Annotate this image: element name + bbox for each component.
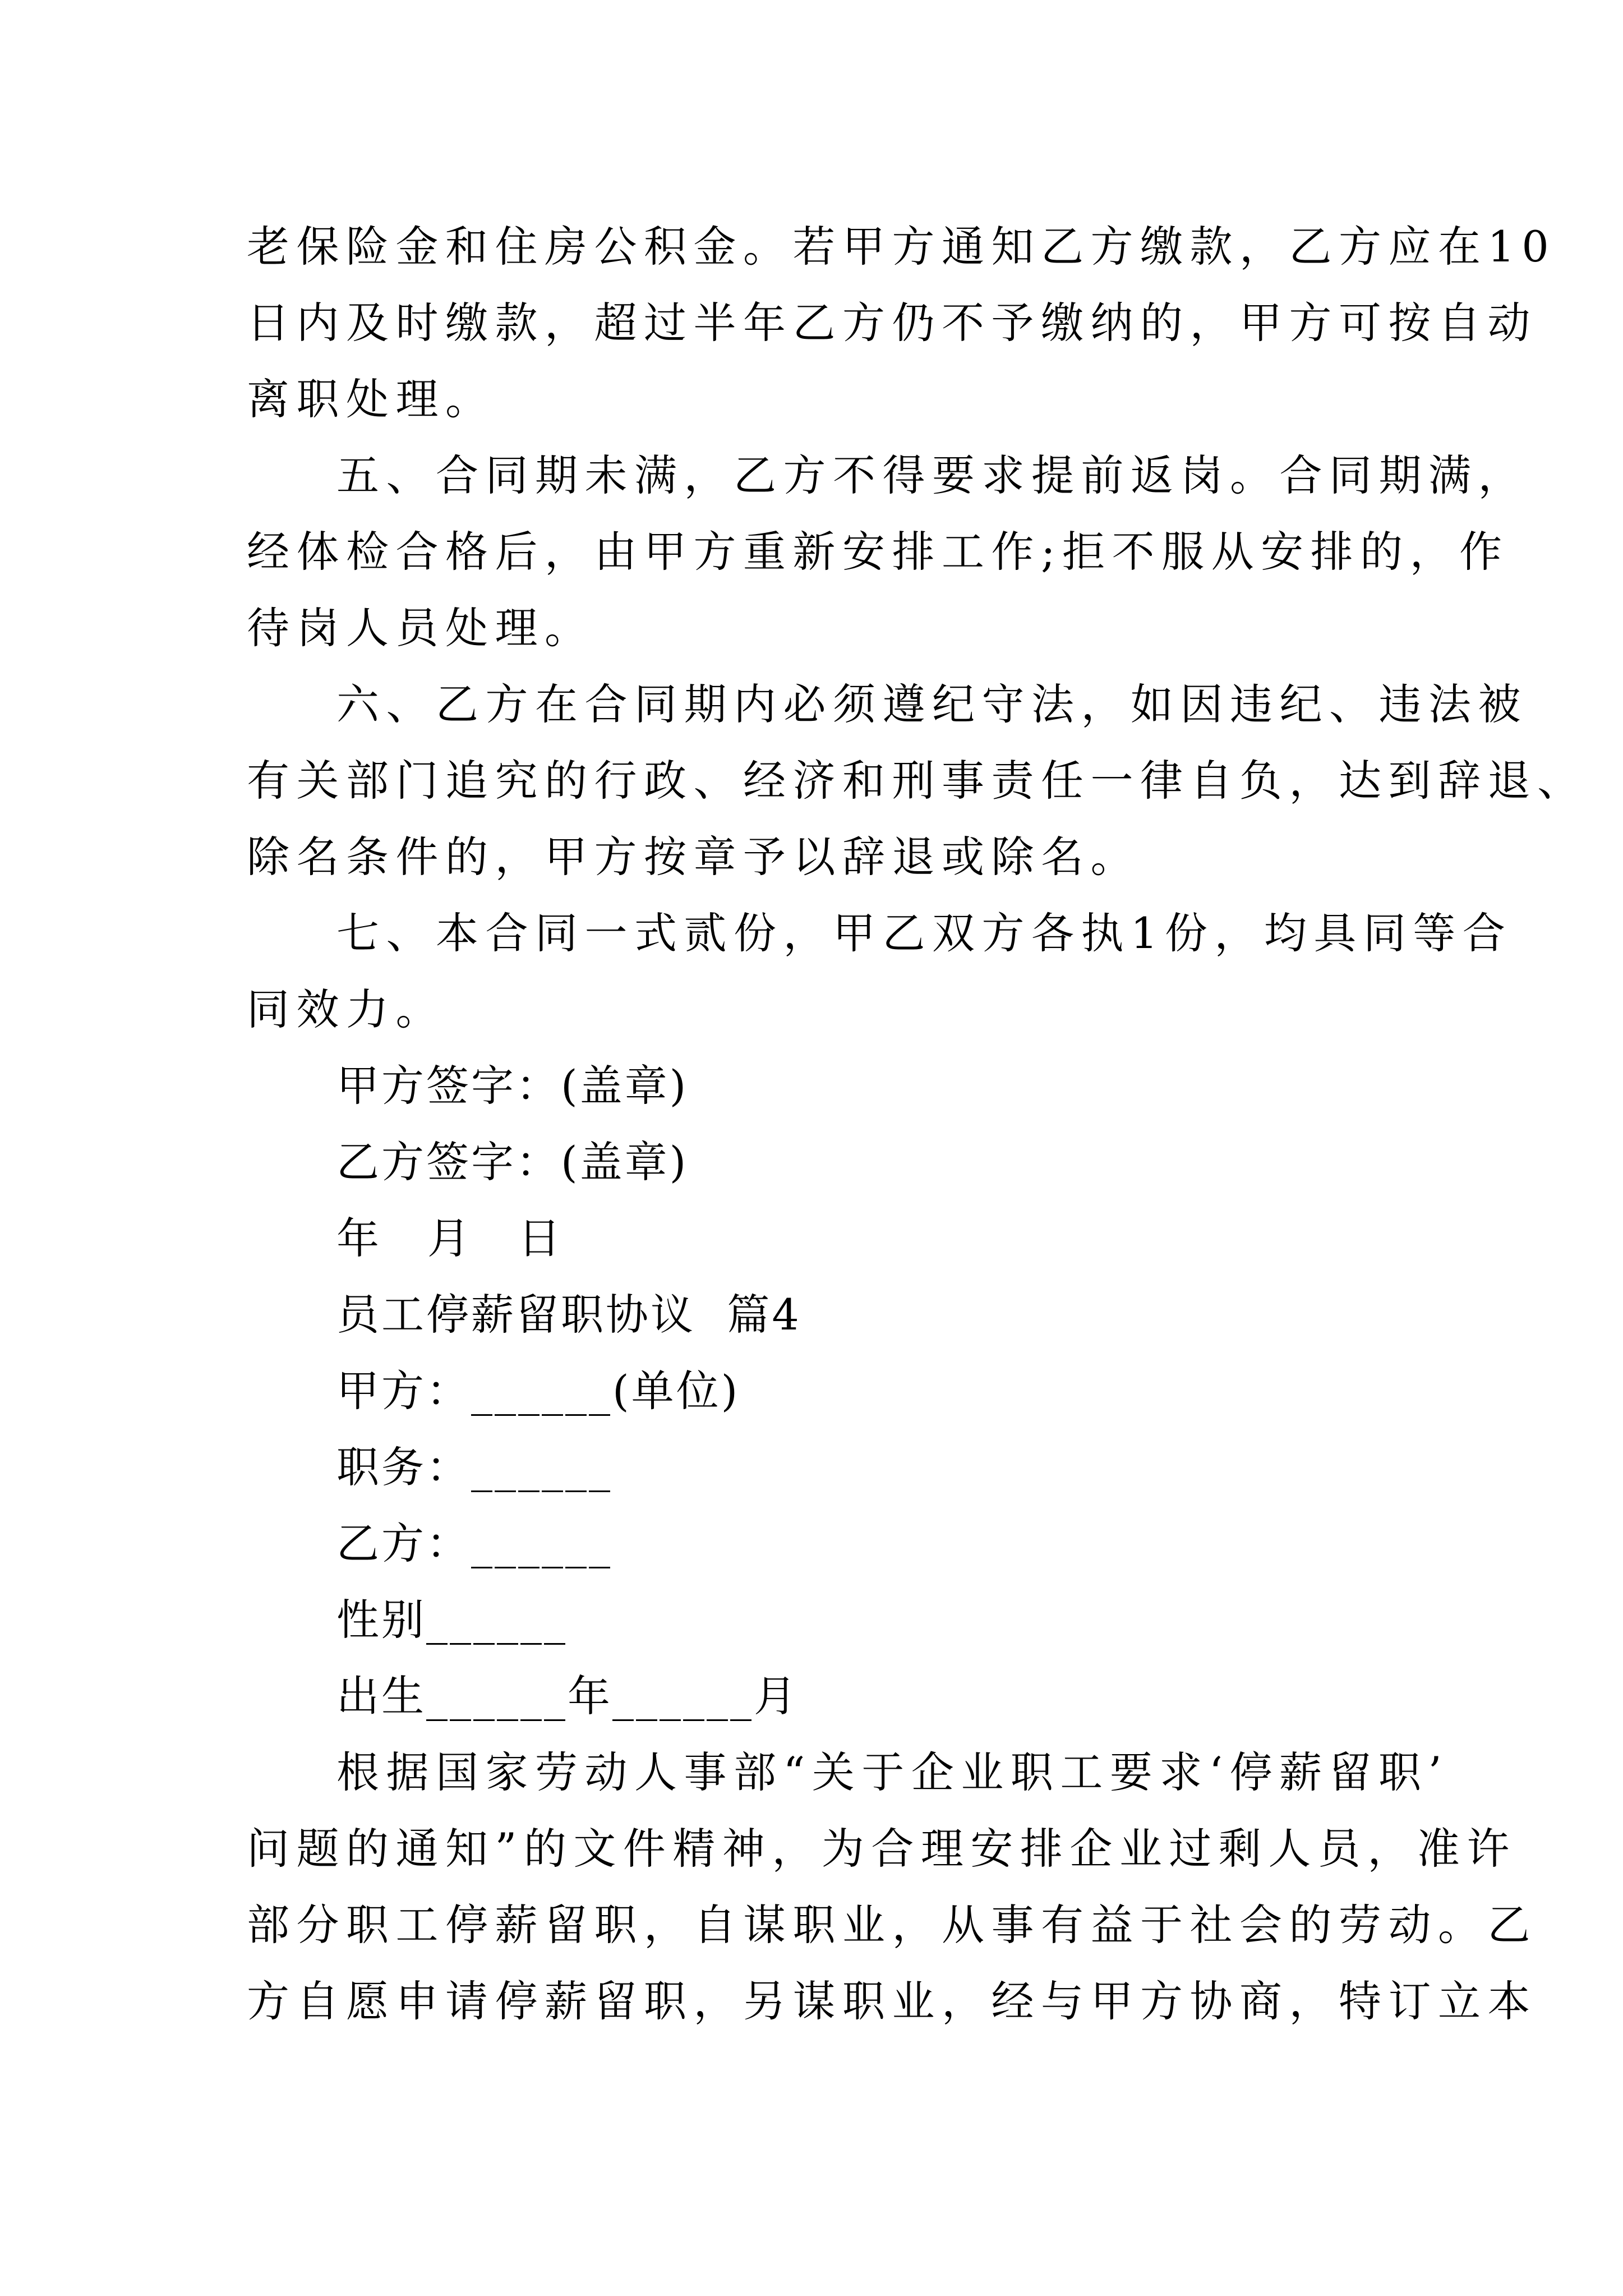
gender-field: 性别______ [336,1595,568,1645]
body-line: 部分职工停薪留职，自谋职业，从事有益于社会的劳动。乙 [247,1900,1537,1950]
section-title: 员工停薪留职协议 篇4 [336,1290,801,1340]
body-line: 经体检合格后，由甲方重新安排工作;拒不服从安排的，作 [247,527,1509,577]
body-line: 日内及时缴款，超过半年乙方仍不予缴纳的，甲方可按自动 [247,298,1537,348]
date-line: 年 月 日 [336,1213,568,1263]
body-line: 离职处理。 [247,374,495,424]
body-line: 有关部门追究的行政、经济和刑事责任一律自负，达到辞退、 [247,756,1587,806]
clause-six: 六、乙方在合同期内必须遵纪守法，如因违纪、违法被 [336,679,1528,729]
party-a-signature: 甲方签字：(盖章) [336,1061,689,1111]
body-line: 老保险金和住房公积金。若甲方通知乙方缴款，乙方应在10 [247,222,1556,272]
body-line: 待岗人员处理。 [247,603,594,653]
body-line: 除名条件的，甲方按章予以辞退或除名。 [247,832,1140,882]
birth-field: 出生______年______月 [336,1671,799,1721]
body-line: 问题的通知”的文件精神，为合理安排企业过剩人员，准许 [247,1824,1516,1874]
body-line: 同效力。 [247,984,445,1034]
body-line: 方自愿申请停薪留职，另谋职业，经与甲方协商，特订立本 [247,1976,1537,2026]
clause-seven: 七、本合同一式贰份，甲乙双方各执1份，均具同等合 [336,908,1513,958]
position-field: 职务：______ [336,1442,612,1492]
preamble-line: 根据国家劳动人事部“关于企业职工要求‘停薪留职’ [336,1747,1449,1797]
clause-five: 五、合同期未满，乙方不得要求提前返岗。合同期满， [336,450,1528,500]
party-b-signature: 乙方签字：(盖章) [336,1137,689,1187]
party-b-field: 乙方：______ [336,1519,612,1568]
party-a-field: 甲方：______(单位) [336,1366,740,1416]
